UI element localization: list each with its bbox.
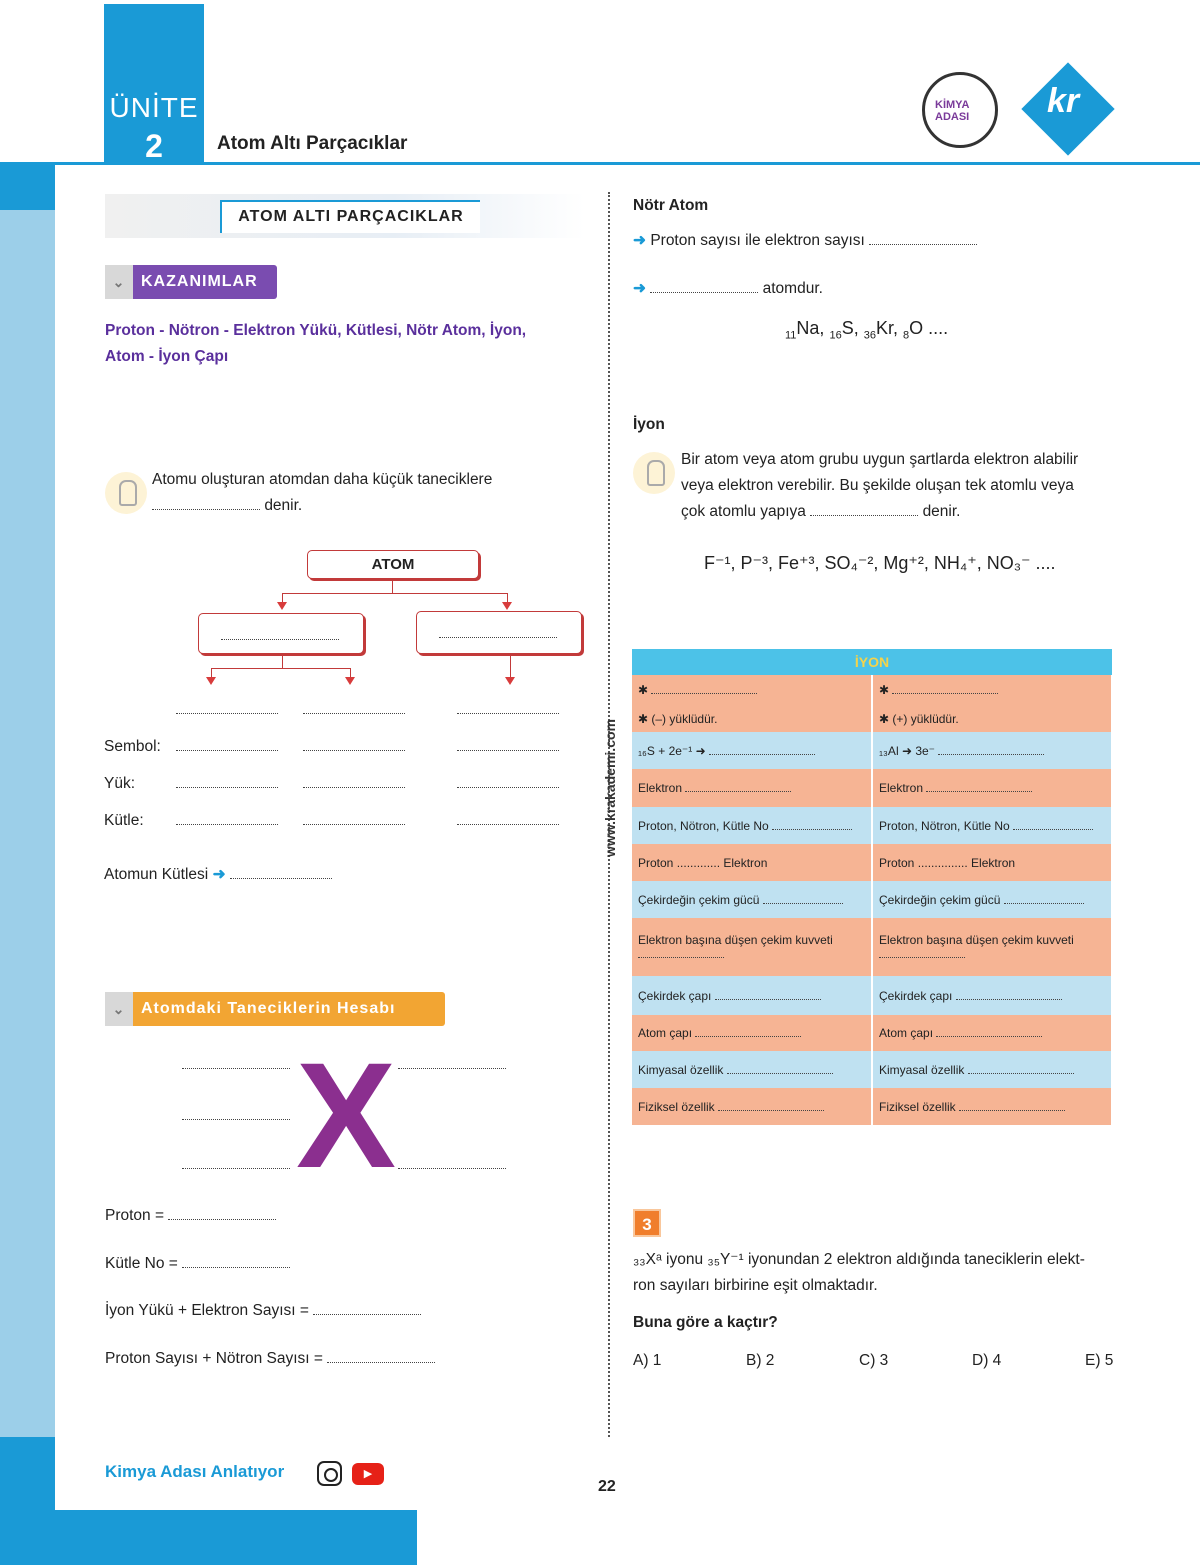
chevron-down-icon: ⌄ [105,992,133,1026]
blank-cell [457,811,559,830]
ion-title: İyon [633,416,665,433]
table-cell: Çekirdeğin çekim gücü [872,881,1112,918]
arrow-down-icon [206,677,216,685]
arrow-right-icon: ➜ [633,232,646,249]
section-title: ATOM ALTI PARÇACIKLAR [220,200,480,233]
option-e[interactable]: E) 5 [1085,1352,1114,1369]
table-cell: Elektron başına düşen çekim kuvveti [872,918,1112,976]
blank-cell [303,811,405,830]
row-label-sembol: Sembol: [104,738,161,755]
table-cell: Fiziksel özellik [632,1088,872,1125]
table-cell: Çekirdek çapı [872,976,1112,1015]
tree-line [211,668,351,669]
formula-kutle-no: Kütle No = [105,1251,290,1277]
question-line-2: ron sayıları birbirine eşit olmaktadır. [633,1277,878,1294]
blank-name-row [303,700,405,719]
option-b[interactable]: B) 2 [746,1352,775,1369]
left-margin-band-top [0,165,55,210]
ion-examples: F⁻¹, P⁻³, Fe⁺³, SO₄⁻², Mg⁺², NH₄⁺, NO₃⁻ .... [704,553,1056,573]
blank-x-topright [398,1055,506,1074]
row-label-yuk: Yük: [104,775,136,792]
question-ask: Buna göre a kaçtır? [633,1314,778,1331]
blank-cell [176,811,278,830]
option-d[interactable]: D) 4 [972,1352,1002,1369]
formula-ion-charge: İyon Yükü + Elektron Sayısı = [105,1298,421,1324]
bottom-band [0,1437,55,1565]
question-number: 3 [633,1209,661,1237]
chapter-title: Atom Altı Parçacıklar [217,133,408,154]
kazanim-line-1: Proton - Nötron - Elektron Yükü, Kütlesi, Nötr Atom, İyon, [105,322,527,339]
table-cell: ✱ (–) yüklüdür. [632,705,872,732]
table-cell: Fiziksel özellik [872,1088,1112,1125]
arrow-right-icon: ➜ [212,866,226,883]
lightbulb-icon [633,452,675,494]
formula-proton: Proton = [105,1203,276,1229]
table-cell: ✱ [872,675,1112,705]
blank-x-bottomright [398,1155,506,1174]
arrow-right-icon: ➜ [633,280,646,297]
table-cell: Atom çapı [872,1015,1112,1051]
x-symbol-icon: X [296,1031,397,1199]
blank-x-bottomleft [182,1155,290,1174]
tree-line [392,580,393,593]
bottom-band-2 [55,1510,417,1565]
table-cell: Proton, Nötron, Kütle No [632,807,872,844]
unit-word: ÜNİTE [109,92,199,123]
arrow-down-icon [277,602,287,610]
question-line-1: ₃₃Xᵃ iyonu ₃₅Y⁻¹ iyonundan 2 elektron aldığında taneciklerin elekt- [633,1251,1085,1268]
table-cell: ✱ [632,675,872,705]
left-margin-band [0,210,55,1440]
tree-line [282,655,283,668]
ion-text-2: veya elektron verebilir. Bu şekilde oluşan tek atomlu veya [681,477,1074,494]
row-label-kutle: Kütle: [104,812,144,829]
kr-logo-text: kr [1047,82,1080,120]
blank-cell [457,737,559,756]
arrow-down-icon [505,677,515,685]
notr-line-2: ➜ atomdur. [633,280,823,297]
blank-x-left [182,1106,290,1125]
arrow-down-icon [345,677,355,685]
formula-proton-neutron: Proton Sayısı + Nötron Sayısı = [105,1346,435,1372]
kazanimlar-tag: ⌄ KAZANIMLAR [105,265,277,299]
hesap-tag: ⌄ Atomdaki Taneciklerin Hesabı [105,992,445,1026]
blank-box-left [198,613,364,654]
blank-cell [303,774,405,793]
table-cell: Çekirdeğin çekim gücü [632,881,872,918]
kimya-adasi-logo: KİMYA ADASI [922,72,998,148]
atom-box: ATOM [307,550,479,579]
ion-table [632,649,1113,1125]
notr-line-1: ➜ Proton sayısı ile elektron sayısı [633,228,977,254]
youtube-icon[interactable]: ▶ [352,1463,384,1485]
atom-mass-line: Atomun Kütlesi ➜ [104,862,332,888]
option-a[interactable]: A) 1 [633,1352,662,1369]
table-cell: Proton, Nötron, Kütle No [872,807,1112,844]
intro-text: Atomu oluşturan atomdan daha küçük taneciklere [152,471,493,488]
watermark: www.krakademi.com [602,719,618,857]
ion-text-1: Bir atom veya atom grubu uygun şartlarda elektron alabilir [681,451,1079,468]
tree-line [282,593,508,594]
blank-cell [176,737,278,756]
page-number: 22 [598,1478,616,1495]
table-cell: ₁₆S + 2e⁻¹ ➜ [632,732,872,769]
blank-cell [457,774,559,793]
table-cell: Atom çapı [632,1015,872,1051]
table-cell: Proton ............... Elektron [872,844,1112,881]
lightbulb-icon [105,472,147,514]
table-cell: Elektron [872,769,1112,807]
table-cell: ₁₃Al ➜ 3e⁻ [872,732,1112,769]
answer-options [633,1352,1125,1370]
tree-line [510,655,511,677]
unit-number: 2 [145,128,163,164]
blank-cell [176,774,278,793]
table-cell: Kimyasal özellik [872,1051,1112,1088]
footer-brand: Kimya Adası Anlatıyor [105,1462,285,1481]
table-cell: Proton ............. Elektron [632,844,872,881]
unit-badge [104,4,204,164]
intro-blank-line: denir. [152,493,302,519]
ion-text-3: çok atomlu yapıya denir. [681,503,961,520]
neutral-atom-examples: $_{11}$Na, $_{16}$S, $_{36}$Kr, $_8$O .... [785,318,949,342]
table-header: İYON [632,649,1112,675]
table-cell: Çekirdek çapı [632,976,872,1015]
table-cell: Elektron başına düşen çekim kuvveti [632,918,872,976]
blank-name-row [457,700,559,719]
instagram-icon[interactable] [317,1461,342,1486]
option-c[interactable]: C) 3 [859,1352,889,1369]
blank-cell [303,737,405,756]
notr-atom-title: Nötr Atom [633,197,709,214]
table-cell: ✱ (+) yüklüdür. [872,705,1112,732]
table-cell: Kimyasal özellik [632,1051,872,1088]
table-cell: Elektron [632,769,872,807]
blank-box-right [416,611,582,654]
arrow-down-icon [502,602,512,610]
blank-x-topleft [182,1055,290,1074]
chevron-down-icon: ⌄ [105,265,133,299]
kazanim-line-2: Atom - İyon Çapı [105,348,229,365]
blank-name-row [176,700,278,719]
